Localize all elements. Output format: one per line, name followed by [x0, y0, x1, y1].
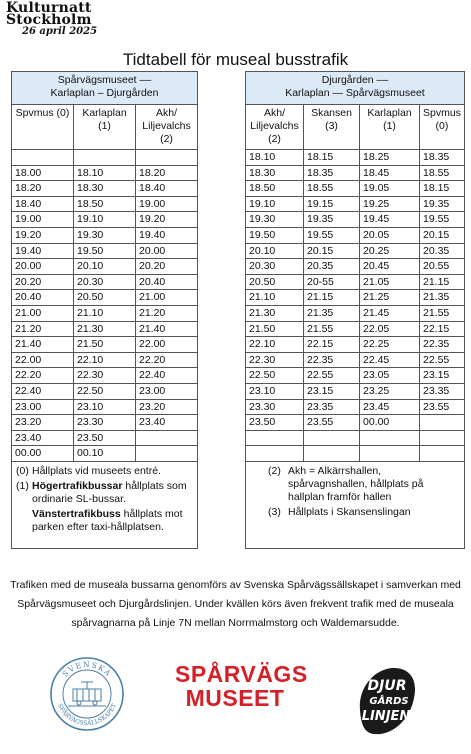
right-time-cell: 23.35 [304, 399, 360, 415]
left-time-cell: 20.30 [74, 274, 136, 290]
table-row [12, 243, 465, 259]
left-time-cell: 19.50 [74, 243, 136, 259]
table-row [12, 165, 465, 181]
museum-logo-line1: SPÅRVÄGS [175, 661, 308, 687]
museum-logo-line2: MUSEET [185, 685, 285, 711]
table-row [12, 383, 465, 399]
note-key: (1) [16, 479, 29, 492]
table-gap [198, 430, 246, 446]
right-time-cell: 23.30 [246, 399, 304, 415]
note-body: Hållplats vid museets entré. [32, 464, 161, 477]
note-text [32, 465, 193, 478]
right-time-cell: 20.50 [246, 274, 304, 290]
table-row [12, 337, 465, 353]
right-time-cell: 21.30 [246, 305, 304, 321]
right-time-cell: 19.50 [246, 227, 304, 243]
left-time-cell: 21.20 [12, 321, 74, 337]
table-gap [198, 290, 246, 306]
table-gap [198, 399, 246, 415]
left-time-cell: 20.50 [74, 290, 136, 306]
right-time-cell: 23.45 [360, 399, 420, 415]
sparvagsmuseet-logo [175, 661, 308, 711]
note-item [250, 506, 460, 519]
right-time-cell: 23.55 [304, 415, 360, 431]
right-time-cell [304, 430, 360, 446]
table-row [12, 415, 465, 431]
note-text [32, 480, 193, 506]
right-time-cell: 18.45 [360, 165, 420, 181]
right-time-cell: 21.35 [304, 305, 360, 321]
left-time-cell [136, 430, 198, 446]
right-time-cell: 18.50 [246, 181, 304, 197]
right-time-cell [360, 430, 420, 446]
right-time-cell: 20-55 [304, 274, 360, 290]
left-column-header: Karlaplan (1) [74, 105, 136, 150]
note-text: Akh = Alkärrshallen, spårvagnshallen, hållplats på hallplan framför hallen [288, 464, 424, 503]
left-time-cell: 21.20 [136, 305, 198, 321]
table-gap [198, 105, 246, 150]
left-time-cell: 18.00 [12, 165, 74, 181]
right-time-cell: 23.35 [420, 383, 465, 399]
table-gap [198, 212, 246, 228]
djurgard-logo-line2: GÅRDS [369, 696, 409, 707]
right-time-cell [420, 446, 465, 462]
table-gap [198, 368, 246, 384]
left-time-cell: 20.40 [12, 290, 74, 306]
right-column-header: Skansen (3) [304, 105, 360, 150]
right-time-cell: 19.55 [304, 227, 360, 243]
left-time-cell: 18.20 [136, 165, 198, 181]
right-time-cell: 22.55 [304, 368, 360, 384]
right-time-cell: 20.15 [304, 243, 360, 259]
notes-row [12, 461, 465, 548]
left-time-cell: 21.10 [74, 305, 136, 321]
seal-bottom-text: SPÅRVÄGSSÄLLSKAPET [55, 702, 119, 728]
brand-line1: Kulturnatt [6, 0, 92, 16]
right-time-cell: 21.15 [304, 290, 360, 306]
table-gap [198, 305, 246, 321]
left-time-cell: 20.20 [136, 259, 198, 275]
note-key: (2) [268, 464, 281, 477]
right-time-cell: 19.25 [360, 196, 420, 212]
left-notes [12, 461, 198, 548]
right-time-cell: 21.55 [304, 321, 360, 337]
table-row [12, 227, 465, 243]
left-time-cell: 23.40 [12, 430, 74, 446]
table-gap [198, 259, 246, 275]
right-time-cell [246, 430, 304, 446]
left-time-cell: 19.10 [74, 212, 136, 228]
right-time-cell: 19.55 [420, 212, 465, 228]
djurgardslinjen-mark-icon [352, 660, 422, 740]
right-time-cell: 19.10 [246, 196, 304, 212]
left-time-cell [136, 150, 198, 166]
left-time-cell: 23.50 [74, 430, 136, 446]
left-column-header: Akh/ Liljevalchs (2) [136, 105, 198, 150]
right-time-cell: 18.10 [246, 150, 304, 166]
left-time-cell [136, 446, 198, 462]
note-item [16, 508, 193, 534]
right-time-cell: 21.25 [360, 290, 420, 306]
left-time-cell: 00.10 [74, 446, 136, 462]
right-time-cell: 22.35 [420, 337, 465, 353]
left-time-cell: 23.10 [74, 399, 136, 415]
right-time-cell: 19.30 [246, 212, 304, 228]
right-time-cell: 20.25 [360, 243, 420, 259]
right-time-cell: 23.10 [246, 383, 304, 399]
right-time-cell: 18.55 [304, 181, 360, 197]
right-time-cell: 18.30 [246, 165, 304, 181]
right-time-cell: 20.35 [304, 259, 360, 275]
left-time-cell [12, 150, 74, 166]
right-direction-header: Djurgården –– Karlaplan — Spårvägsmuseet [246, 72, 465, 105]
right-time-cell: 21.45 [360, 305, 420, 321]
right-time-cell: 22.15 [304, 337, 360, 353]
note-item [250, 465, 460, 504]
right-time-cell: 18.15 [420, 181, 465, 197]
left-time-cell: 22.20 [12, 368, 74, 384]
right-time-cell [246, 446, 304, 462]
right-time-cell: 21.35 [420, 290, 465, 306]
right-column-header: Spvmus (0) [420, 105, 465, 150]
right-time-cell: 23.05 [360, 368, 420, 384]
right-time-cell: 18.35 [420, 150, 465, 166]
left-time-cell: 23.00 [12, 399, 74, 415]
right-time-cell: 23.50 [246, 415, 304, 431]
note-item [16, 480, 193, 506]
right-time-cell: 22.05 [360, 321, 420, 337]
kulturnatt-logo [6, 2, 97, 38]
left-time-cell: 20.00 [136, 243, 198, 259]
left-time-cell: 23.20 [136, 399, 198, 415]
left-time-cell: 19.00 [12, 212, 74, 228]
right-time-cell: 21.50 [246, 321, 304, 337]
left-time-cell: 22.20 [136, 352, 198, 368]
right-time-cell: 20.35 [420, 243, 465, 259]
note-key: (0) [16, 464, 29, 477]
table-gap [198, 446, 246, 462]
right-time-cell [420, 415, 465, 431]
right-time-cell: 20.30 [246, 259, 304, 275]
right-time-cell: 22.25 [360, 337, 420, 353]
table-gap [198, 181, 246, 197]
note-body: hållplats som ordinarie SL-bussar. [32, 479, 187, 505]
right-time-cell: 23.15 [420, 368, 465, 384]
left-time-cell: 18.40 [12, 196, 74, 212]
right-time-cell [304, 446, 360, 462]
svenska-sparvagssallskapet-logo [48, 655, 126, 733]
left-time-cell: 22.40 [12, 383, 74, 399]
timetable [11, 71, 465, 549]
left-time-cell: 23.40 [136, 415, 198, 431]
left-time-cell: 21.50 [74, 337, 136, 353]
table-row [12, 212, 465, 228]
left-time-cell: 20.10 [74, 259, 136, 275]
djurgard-logo-line1: DJUR [367, 678, 407, 694]
left-time-cell: 18.30 [74, 181, 136, 197]
left-time-cell: 22.30 [74, 368, 136, 384]
table-row [12, 305, 465, 321]
right-time-cell: 19.35 [304, 212, 360, 228]
right-time-cell: 23.25 [360, 383, 420, 399]
left-time-cell: 18.20 [12, 181, 74, 197]
left-time-cell: 19.20 [12, 227, 74, 243]
right-time-cell: 18.15 [304, 150, 360, 166]
left-time-cell: 23.00 [136, 383, 198, 399]
table-gap [198, 352, 246, 368]
right-time-cell: 22.10 [246, 337, 304, 353]
left-time-cell: 20.40 [136, 274, 198, 290]
seal-top-text: SVENSKA [60, 659, 114, 679]
left-time-cell: 21.00 [12, 305, 74, 321]
table-row [12, 446, 465, 462]
brand-line2: Stockholm [6, 12, 92, 28]
right-column-header: Karlaplan (1) [360, 105, 420, 150]
table-row [12, 150, 465, 166]
left-time-cell: 22.50 [74, 383, 136, 399]
right-time-cell: 19.15 [304, 196, 360, 212]
table-gap [198, 227, 246, 243]
note-bold: Vänstertrafikbuss [32, 507, 121, 520]
left-time-cell: 20.00 [12, 259, 74, 275]
right-time-cell: 20.55 [420, 259, 465, 275]
left-time-cell: 19.20 [136, 212, 198, 228]
djurgard-logo-line3: LINJEN [361, 709, 411, 724]
right-time-cell: 21.05 [360, 274, 420, 290]
left-time-cell: 19.30 [74, 227, 136, 243]
right-time-cell [360, 446, 420, 462]
tram-seal-icon [48, 655, 126, 733]
left-time-cell [74, 150, 136, 166]
table-gap [198, 337, 246, 353]
note-key [16, 508, 32, 534]
note-item [16, 465, 193, 478]
right-time-cell: 20.10 [246, 243, 304, 259]
column-header-row [12, 105, 465, 150]
note-text [32, 508, 193, 534]
left-column-header: Spvmus (0) [12, 105, 74, 150]
table-gap [198, 196, 246, 212]
left-time-cell: 22.10 [74, 352, 136, 368]
left-time-cell: 21.40 [12, 337, 74, 353]
note-text: Hållplats i Skansenslingan [288, 505, 411, 518]
table-gap [198, 461, 246, 548]
table-gap [198, 274, 246, 290]
right-time-cell: 18.35 [304, 165, 360, 181]
table-gap [198, 165, 246, 181]
left-time-cell: 20.20 [12, 274, 74, 290]
page-title: Tidtabell för museal busstrafik [122, 50, 349, 69]
right-time-cell: 00.00 [360, 415, 420, 431]
left-time-cell: 18.10 [74, 165, 136, 181]
right-time-cell: 19.45 [360, 212, 420, 228]
right-time-cell: 20.45 [360, 259, 420, 275]
table-row [12, 274, 465, 290]
right-time-cell: 21.15 [420, 274, 465, 290]
right-time-cell: 19.05 [360, 181, 420, 197]
left-time-cell: 23.30 [74, 415, 136, 431]
right-time-cell: 21.55 [420, 305, 465, 321]
djurgardslinjen-logo [352, 660, 422, 740]
right-time-cell: 20.15 [420, 227, 465, 243]
left-time-cell: 21.30 [74, 321, 136, 337]
table-gap [198, 243, 246, 259]
note-key: (3) [268, 505, 281, 518]
left-time-cell: 19.40 [136, 227, 198, 243]
left-time-cell: 21.40 [136, 321, 198, 337]
left-time-cell: 23.20 [12, 415, 74, 431]
left-time-cell: 00.00 [12, 446, 74, 462]
right-time-cell: 23.55 [420, 399, 465, 415]
left-time-cell: 22.00 [12, 352, 74, 368]
table-gap [198, 321, 246, 337]
table-row [12, 259, 465, 275]
right-time-cell: 22.45 [360, 352, 420, 368]
table-row [12, 368, 465, 384]
right-time-cell: 18.25 [360, 150, 420, 166]
table-row [12, 352, 465, 368]
right-time-cell [420, 430, 465, 446]
right-time-cell: 22.15 [420, 321, 465, 337]
table-gap [198, 415, 246, 431]
left-time-cell: 18.50 [74, 196, 136, 212]
table-row [12, 181, 465, 197]
right-time-cell: 22.35 [304, 352, 360, 368]
right-time-cell: 22.55 [420, 352, 465, 368]
right-column-header: Akh/ Liljevalchs (2) [246, 105, 304, 150]
right-time-cell: 23.15 [304, 383, 360, 399]
left-time-cell: 22.40 [136, 368, 198, 384]
table-row [12, 321, 465, 337]
info-text: Trafiken med de museala bussarna genomförs av Svenska Spårvägssällskapet i samverkan med Spårvägsmuseet och Djurgårdslinjen. Under kvällen körs även frekvent trafik med de museala spårvagnarna på Linje 7N mellan Norrmalmstorg och Waldemarsudde. [10, 579, 461, 629]
table-row [12, 196, 465, 212]
right-time-cell: 20.05 [360, 227, 420, 243]
right-time-cell: 19.35 [420, 196, 465, 212]
left-time-cell: 22.00 [136, 337, 198, 353]
table-row [12, 430, 465, 446]
table-row [12, 290, 465, 306]
left-time-cell: 18.40 [136, 181, 198, 197]
table-gap [198, 150, 246, 166]
left-time-cell: 21.00 [136, 290, 198, 306]
right-time-cell: 22.30 [246, 352, 304, 368]
left-time-cell: 19.40 [12, 243, 74, 259]
table-gap [198, 383, 246, 399]
right-time-cell: 18.55 [420, 165, 465, 181]
table-row [12, 399, 465, 415]
right-time-cell: 21.10 [246, 290, 304, 306]
left-time-cell: 19.00 [136, 196, 198, 212]
left-direction-header: Spårvägsmuseet –– Karlaplan – Djurgården [12, 72, 198, 105]
note-bold: Högertrafikbussar [32, 479, 123, 492]
right-time-cell: 22.50 [246, 368, 304, 384]
right-notes [246, 461, 465, 548]
brand-date: 26 april 2025 [22, 26, 98, 37]
note-body: hållplats mot parken efter taxi-hållplatsen. [32, 507, 183, 533]
